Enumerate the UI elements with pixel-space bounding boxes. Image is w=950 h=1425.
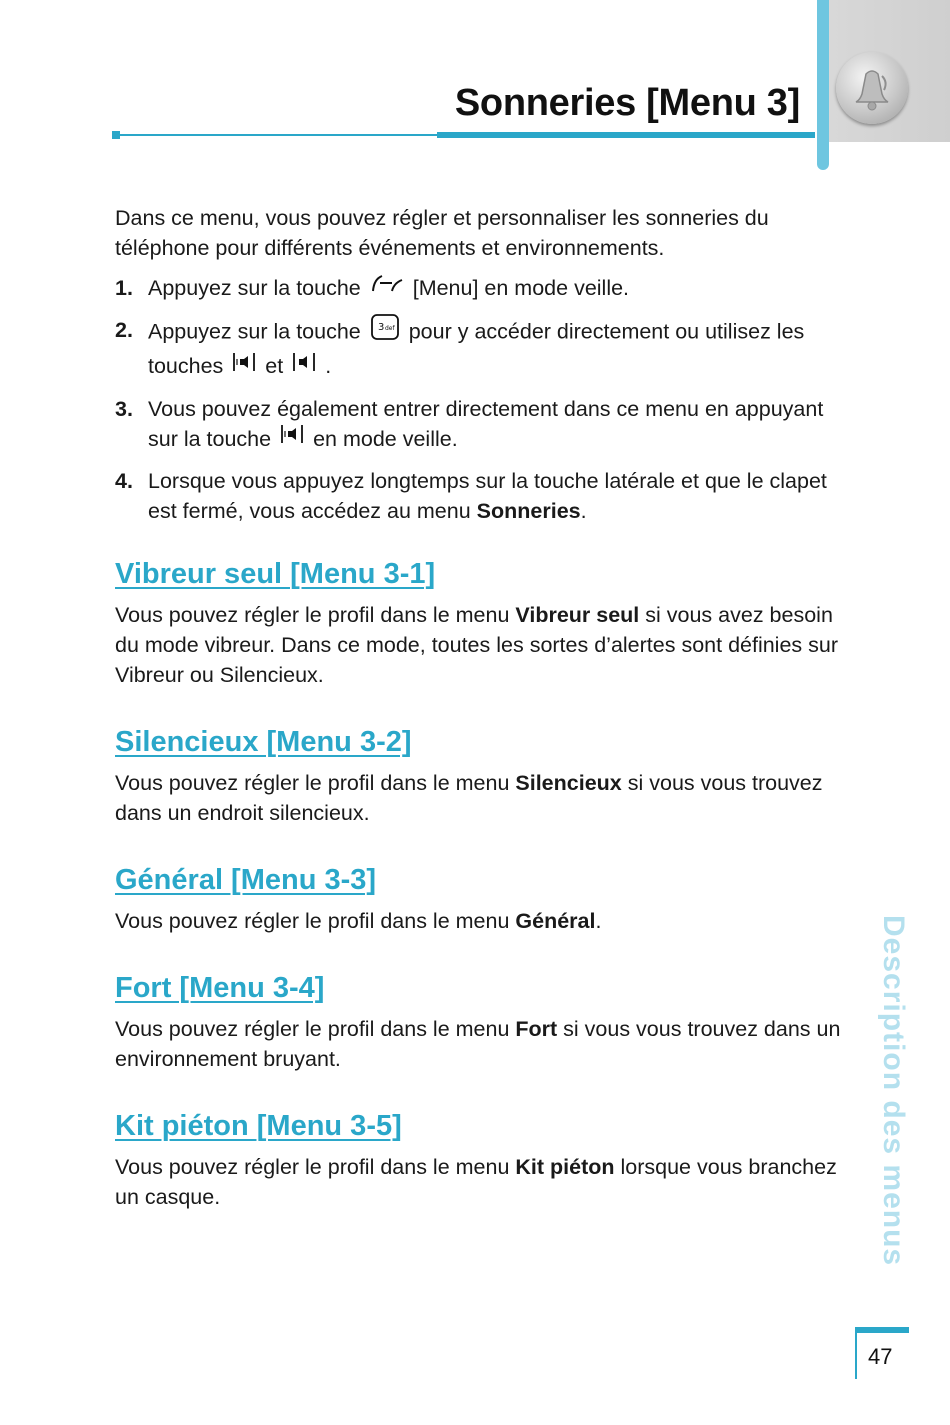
step-text: [Menu] en mode veille. bbox=[412, 276, 630, 300]
section-body bbox=[115, 1014, 855, 1074]
step-text: . bbox=[325, 354, 332, 379]
number-3-key-icon bbox=[370, 313, 400, 349]
section-text: lorsque vous branchez un casque. bbox=[115, 1154, 837, 1209]
section-text: Vous pouvez régler le profil dans le menu bbox=[115, 1154, 510, 1179]
section-text: si vous vous trouvez dans un endroit silencieux. bbox=[115, 770, 823, 825]
section-body bbox=[115, 600, 855, 690]
step-number: 2. bbox=[115, 318, 133, 343]
section-bold-term: Silencieux bbox=[515, 770, 622, 795]
steps-list bbox=[115, 273, 855, 526]
page-title: Sonneries [Menu 3] bbox=[454, 82, 800, 124]
step-number: 4. bbox=[115, 468, 133, 493]
page-number: 47 bbox=[868, 1344, 893, 1369]
section-title-silencieux: Silencieux [Menu 3-2] bbox=[115, 725, 412, 758]
side-accent-bar bbox=[817, 0, 829, 170]
step-number: 1. bbox=[115, 276, 133, 300]
step-text: Appuyez sur la touche bbox=[148, 276, 361, 300]
section-text: Vous pouvez régler le profil dans le menu bbox=[115, 602, 510, 627]
step-text: Vous pouvez également entrer directement dans ce menu en appuyant sur la touche bbox=[148, 396, 824, 451]
step-text: . bbox=[580, 498, 587, 523]
section-bold-term: Fort bbox=[515, 1016, 558, 1041]
section-text: si vous vous trouvez dans un environnement bruyant. bbox=[115, 1016, 841, 1071]
step-text: en mode veille. bbox=[313, 426, 458, 451]
section-body bbox=[115, 906, 855, 936]
ringtone-badge-icon bbox=[836, 52, 908, 124]
volume-up-key-icon bbox=[232, 350, 256, 382]
title-rule-thick bbox=[437, 132, 815, 138]
chapter-side-label: Description des menus bbox=[877, 915, 910, 1267]
step-item bbox=[115, 315, 855, 383]
volume-down-key-icon bbox=[292, 350, 316, 382]
section-text: Vous pouvez régler le profil dans le menu bbox=[115, 770, 510, 795]
section-text: . bbox=[595, 908, 602, 933]
section-text: Vous pouvez régler le profil dans le menu bbox=[115, 1016, 510, 1041]
section-bold-term: Vibreur seul bbox=[515, 602, 640, 627]
section-text: Vous pouvez régler le profil dans le menu bbox=[115, 908, 510, 933]
softkey-left-icon bbox=[370, 271, 404, 303]
section-title-general: Général [Menu 3-3] bbox=[115, 863, 377, 896]
step-text: Appuyez sur la touche bbox=[148, 320, 361, 344]
volume-up-key-icon bbox=[280, 422, 304, 454]
section-bold-term: Kit piéton bbox=[515, 1154, 615, 1179]
section-bold-term: Général bbox=[515, 908, 596, 933]
title-rule-thin bbox=[112, 134, 437, 136]
section-body bbox=[115, 768, 855, 828]
main-content bbox=[115, 203, 855, 1212]
section-body bbox=[115, 1152, 855, 1212]
intro-paragraph: Dans ce menu, vous pouvez régler et personnaliser les sonneries du téléphone pour différents événements et environnements. bbox=[115, 206, 769, 260]
section-title-fort: Fort [Menu 3-4] bbox=[115, 971, 325, 1004]
step-text: Lorsque vous appuyez longtemps sur la touche latérale et que le clapet est fermé, vous accédez au menu bbox=[148, 468, 827, 523]
section-title-vibreur-seul: Vibreur seul [Menu 3-1] bbox=[115, 557, 436, 590]
step-text: pour y accéder directement ou utilisez les touches bbox=[148, 320, 805, 379]
section-title-kit-pieton: Kit piéton [Menu 3-5] bbox=[115, 1109, 402, 1142]
step-item bbox=[115, 273, 855, 305]
section-text: si vous avez besoin du mode vibreur. Dans ce mode, toutes les sortes d’alertes sont définies sur Vibreur ou Silencieux. bbox=[115, 602, 839, 687]
step-text: et bbox=[265, 354, 284, 379]
svg-text:3: 3 bbox=[377, 322, 385, 334]
step-item bbox=[115, 394, 855, 456]
step-item bbox=[115, 466, 855, 526]
step-bold-term: Sonneries bbox=[476, 498, 581, 523]
svg-text:def: def bbox=[384, 325, 395, 333]
step-number: 3. bbox=[115, 396, 133, 421]
